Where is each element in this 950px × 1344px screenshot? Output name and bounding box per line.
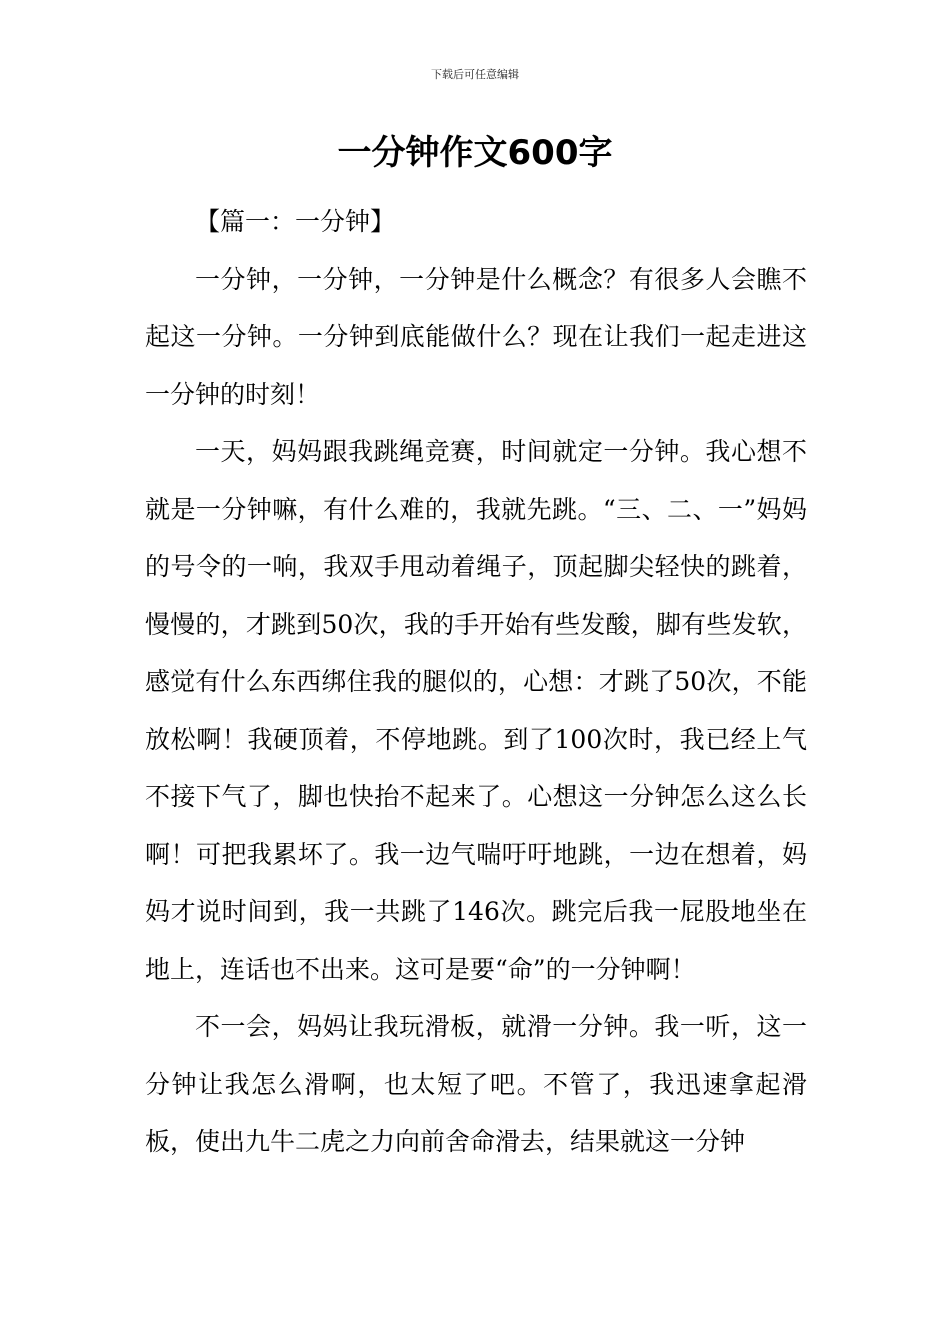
paragraph-1: 一分钟，一分钟，一分钟是什么概念？有很多人会瞧不起这一分钟。一分钟到底能做什么？现在让我们一起走进这一分钟的时刻！ — [145, 264, 807, 409]
document-title: 一分钟作文600字 — [337, 133, 613, 173]
paragraph-2: 一天，妈妈跟我跳绳竞赛，时间就定一分钟。我心想不就是一分钟嘛，有什么难的，我就先跳。“三、二、一”妈妈的号令的一响，我双手甩动着绳子，顶起脚尖轻快的跳着，慢慢的，才跳到50次，我的手开始有些发酸，脚有些发软，感觉有什么东西绑住我的腿似的，心想：才跳了50次，不能放松啊！我硬顶着，不停地跳。到了100次时，我已经上气不接下气了，脚也快抬不起来了。心想这一分钟怎么这么长啊！可把我累坏了。我一边气喘吁吁地跳，一边在想着，妈妈才说时间到，我一共跳了146次。跳完后我一屁股地坐在地上，连话也不出来。这可是要“命”的一分钟啊！ — [145, 437, 807, 984]
document-body — [145, 193, 807, 1171]
header-note: 下载后可任意编辑 — [431, 68, 519, 81]
section-heading: 【篇一：一分钟】 — [195, 207, 396, 236]
paragraph-3: 不一会，妈妈让我玩滑板，就滑一分钟。我一听，这一分钟让我怎么滑啊，也太短了吧。不管了，我迅速拿起滑板，使出九牛二虎之力向前舍命滑去，结果就这一分钟 — [145, 1012, 807, 1156]
